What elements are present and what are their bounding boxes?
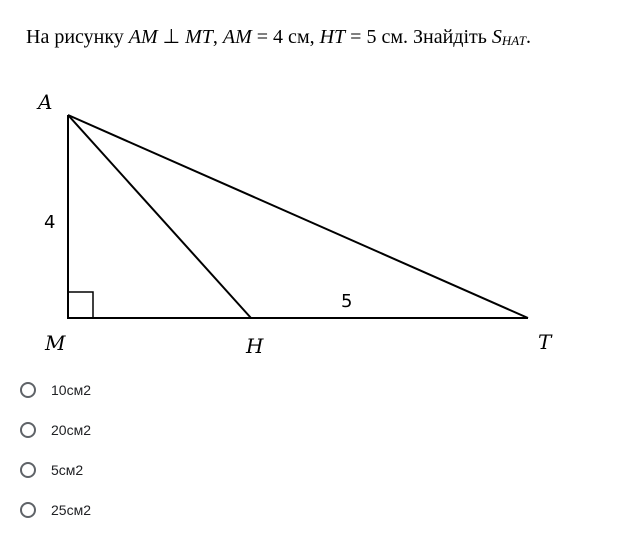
answer-option-4[interactable] (20, 490, 420, 530)
segment-mt: MT (185, 26, 213, 48)
segment-at-line (68, 115, 528, 318)
radio-button-icon[interactable] (20, 422, 36, 438)
question-end: . (525, 26, 531, 48)
answer-options (20, 370, 420, 530)
segment-ah-line (68, 115, 251, 318)
radio-button-icon[interactable] (20, 382, 36, 398)
vertex-label-t: T (538, 330, 552, 354)
side-label-ht: 5 (341, 291, 353, 312)
perpendicular-symbol: ⊥ (157, 26, 186, 48)
question-comma: , (212, 26, 223, 48)
question-prefix: На рисунку (26, 26, 129, 48)
option-label: 10см2 (51, 382, 91, 398)
radio-button-icon[interactable] (20, 502, 36, 518)
answer-option-2[interactable] (20, 410, 420, 450)
side-label-am: 4 (44, 212, 56, 233)
answer-option-3[interactable] (20, 450, 420, 490)
segment-am-2: AM (222, 26, 252, 48)
vertex-label-a: A (38, 90, 53, 114)
vertex-label-m: M (45, 331, 66, 355)
area-subscript: HAT (501, 33, 526, 48)
vertex-label-h: H (246, 334, 264, 358)
segment-am: AM (128, 26, 158, 48)
right-angle-marker (68, 292, 93, 318)
option-label: 5см2 (51, 462, 84, 478)
radio-button-icon[interactable] (20, 462, 36, 478)
area-symbol: S (491, 26, 502, 48)
answer-option-1[interactable] (20, 370, 420, 410)
option-label: 20см2 (51, 422, 91, 438)
ht-value-and-task: = 5 см. Знайдіть (345, 26, 492, 48)
option-label: 25см2 (51, 502, 91, 518)
segment-ht: HT (319, 26, 346, 48)
am-value: = 4 см, (251, 26, 320, 48)
